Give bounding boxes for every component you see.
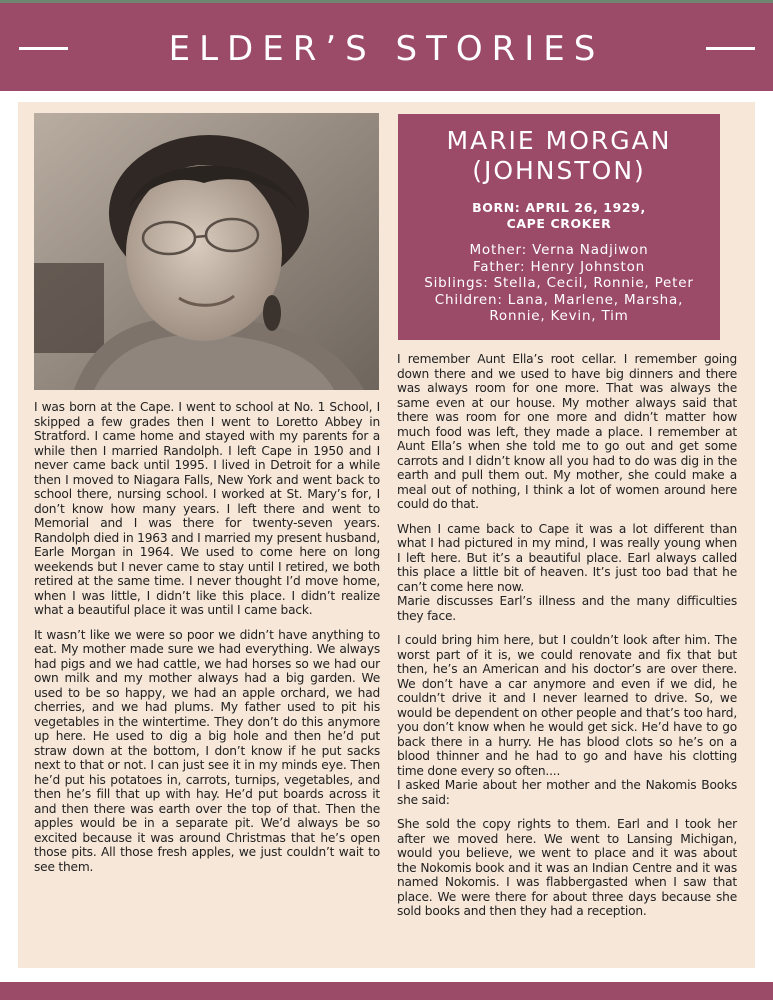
footer-bar xyxy=(0,982,773,1000)
paragraph: I remember Aunt Ella’s root cellar. I remember going down there and we used to have big dinners and there was always room for one more. That was always the same even at our house. My mother always said that there was room for one more and didn’t matter how much food was left, they made a place. I remember at Aunt Ella’s when she told me to go out and get some carrots and I didn’t know all you had to do was dig in the earth and pull them out. My mother, she could make a meal out of nothing, I think a lot of women around here could do that. xyxy=(397,352,737,511)
paragraph: I could bring him here, but I couldn’t look after him. The worst part of it is, we could renovate and fix that but then, he’s an American and his doctor’s are over there. We don’t have a car anymore and even if we did, he couldn’t drive it and I never learned to drive. So, we would be dependent on other people and that’s too hard, you don’t know when he would get sick. He’d have to go back there in a hurry. He has blood clots so he’s on a blood thinner and he had to go and have his clotting time done every so often.... xyxy=(397,633,737,778)
header-rule-right xyxy=(706,47,755,50)
right-column-text xyxy=(397,352,737,929)
siblings-list: Siblings: Stella, Cecil, Ronnie, Peter xyxy=(424,275,694,291)
mother-name: Mother: Verna Nadjiwon xyxy=(469,242,649,258)
children-list: Children: Lana, Marlene, Marsha, xyxy=(434,291,684,308)
paragraph: It wasn’t like we were so poor we didn’t have anything to eat. My mother made sure we had everything. We always had pigs and we had cattle, we had horses so we had our own milk and my mother always had a big garden. We used to be so happy, we had an apple orchard, we had cherries, and we had plums. My father used to pit his vegetables in the wintertime. They don’t do this anymore up here. He used to dig a big hole and then he’d put straw down at the bottom, I don’t know if he put sacks next to that or not. I can just see it in my minds eye. Then he’d put his potatoes in, carrots, turnips, vegetables, and then he’s fill that up with hay. He’d put boards across it and then there was earth over the top of that. Then the apples would be in a separate pit. We’d always be so excited because it was around Christmas that he’s open those pits. All those fresh apples, we just couldn’t wait to see them. xyxy=(34,627,380,874)
page-title: ELDER’S STORIES xyxy=(168,29,605,69)
children-list-cont: Ronnie, Kevin, Tim xyxy=(489,308,629,324)
birth-date: BORN: APRIL 26, 1929, xyxy=(472,200,646,215)
birth-place: CAPE CROKER xyxy=(506,216,612,231)
profile-box xyxy=(398,114,720,340)
paragraph: I asked Marie about her mother and the Nakomis Books she said: xyxy=(397,778,737,807)
paragraph: Marie discusses Earl’s illness and the many difficulties they face. xyxy=(397,594,737,623)
left-column-text xyxy=(34,400,380,884)
father-name: Father: Henry Johnston xyxy=(472,258,646,275)
portrait-image xyxy=(34,113,379,390)
profile-maiden-name: (JOHNSTON) xyxy=(472,156,646,185)
profile-name: MARIE MORGAN xyxy=(446,126,672,155)
paragraph: When I came back to Cape it was a lot different than what I had pictured in my mind, I was really young when I left here. But it’s a beautiful place. Earl always called this place a little bit of heaven. It’s just too bad that he can’t come here now. xyxy=(397,521,737,594)
elder-portrait-photo xyxy=(34,113,379,390)
birth-info xyxy=(398,200,720,232)
family-info xyxy=(398,242,720,325)
paragraph: I was born at the Cape. I went to school at No. 1 School, I skipped a few grades then I went to Loretto Abbey in Stratford. I came home and stayed with my parents for a while then I married Randolph. I left Cape in 1950 and I never came back until 1995. I lived in Detroit for a while then I moved to Niagara Falls, New York and went back to school there, nursing school. I worked at St. Mary’s for, I don’t know how many years. I left there and went to Memorial and I was there for twenty-seven years. Randolph died in 1963 and I married my present husband, Earle Morgan in 1964. We used to come here on long weekends but I never came to stay until I retired, we both retired at the same time. I never thought I’d move home, when I was little, I didn’t like this place. I didn’t realize what a beautiful place it was until I came back. xyxy=(34,400,380,617)
header-bar xyxy=(0,0,773,91)
paragraph: She sold the copy rights to them. Earl and I took her after we moved here. We went to Lansing Michigan, would you believe, we went to place and it was about the Nokomis book and it was an Indian Centre and it was named Nokomis. I was flabbergasted when I saw that place. We were there for about three days because she sold books and then they had a reception. xyxy=(397,817,737,918)
